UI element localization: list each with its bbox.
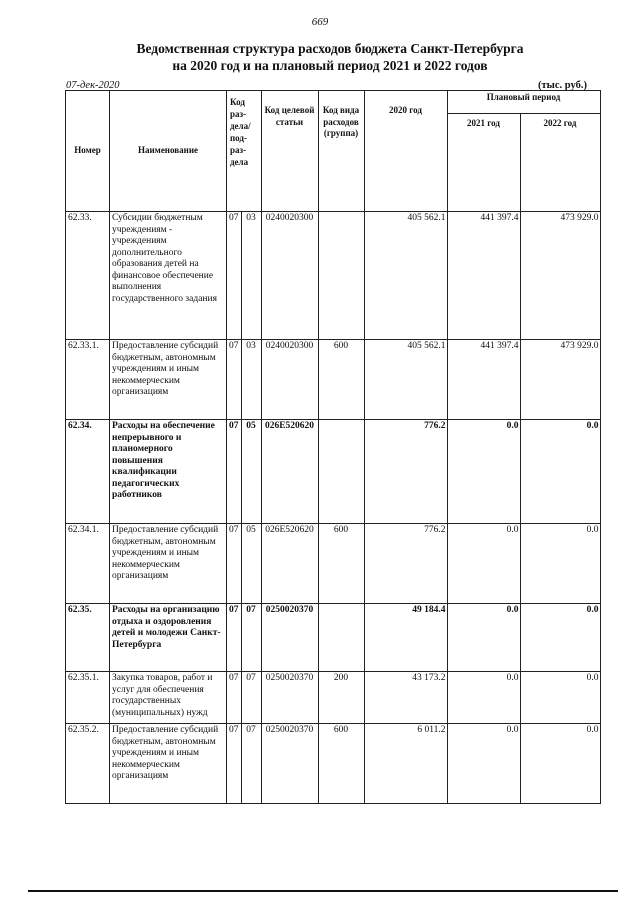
row-razdel: 07 xyxy=(227,420,242,524)
row-2021: 0.0 xyxy=(447,672,520,724)
row-razdel: 07 xyxy=(227,524,242,604)
row-razdel: 07 xyxy=(227,212,242,340)
row-kvr xyxy=(318,420,364,524)
row-kvr: 200 xyxy=(318,672,364,724)
header-2021: 2021 год xyxy=(447,113,520,211)
row-num: 62.33. xyxy=(66,212,110,340)
row-2022: 473 929.0 xyxy=(520,212,600,340)
row-num: 62.33.1. xyxy=(66,340,110,420)
row-2020: 405 562.1 xyxy=(364,340,447,420)
row-kvr: 600 xyxy=(318,724,364,804)
row-2020: 49 184.4 xyxy=(364,604,447,672)
row-razdel: 07 xyxy=(227,604,242,672)
row-podrazdel: 03 xyxy=(241,340,261,420)
row-name: Субсидии бюджетным учреждениям - учреждениям дополнительного образования детей на финансовое обеспечение выполнения государственного задания xyxy=(110,212,227,340)
table-row xyxy=(66,524,601,604)
units-label: (тыс. руб.) xyxy=(538,80,587,91)
title-line-2: на 2020 год и на плановый период 2021 и 2022 годов xyxy=(172,58,488,73)
row-name: Предоставление субсидий бюджетным, автономным учреждениям и иным некоммерческим организациям xyxy=(110,524,227,604)
row-2022: 473 929.0 xyxy=(520,340,600,420)
header-num: Номер xyxy=(66,91,110,212)
row-2020: 776.2 xyxy=(364,524,447,604)
header-kvr: Код вида расходов (группа) xyxy=(318,91,364,212)
row-kvr: 600 xyxy=(318,524,364,604)
row-ks: 0250020370 xyxy=(261,672,318,724)
table-header xyxy=(66,91,601,212)
table-row xyxy=(66,672,601,724)
row-num: 62.35. xyxy=(66,604,110,672)
row-2022: 0.0 xyxy=(520,420,600,524)
title-line-1: Ведомственная структура расходов бюджета Санкт-Петербурга xyxy=(136,41,524,56)
header-2020: 2020 год xyxy=(364,91,447,212)
row-kvr xyxy=(318,212,364,340)
row-razdel: 07 xyxy=(227,340,242,420)
row-2021: 0.0 xyxy=(447,724,520,804)
header-ks: Код целевой статьи xyxy=(261,91,318,212)
table-row xyxy=(66,212,601,340)
row-name: Расходы на обеспечение непрерывного и планомерного повышения квалификации педагогических работников xyxy=(110,420,227,524)
page-bottom-rule xyxy=(28,890,618,892)
table-row xyxy=(66,604,601,672)
header-razdel: Код раз- дела/ под- раз- дела xyxy=(227,91,262,212)
document-title xyxy=(0,40,640,74)
row-podrazdel: 05 xyxy=(241,524,261,604)
row-2022: 0.0 xyxy=(520,604,600,672)
row-name: Закупка товаров, работ и услуг для обеспечения государственных (муниципальных) нужд xyxy=(110,672,227,724)
table-body xyxy=(66,212,601,804)
row-podrazdel: 07 xyxy=(241,604,261,672)
document-date: 07-дек-2020 xyxy=(66,80,120,91)
page-number: 669 xyxy=(311,16,329,28)
row-num: 62.35.1. xyxy=(66,672,110,724)
row-2020: 6 011.2 xyxy=(364,724,447,804)
row-ks: 0240020300 xyxy=(261,340,318,420)
row-num: 62.34.1. xyxy=(66,524,110,604)
row-2022: 0.0 xyxy=(520,724,600,804)
row-2020: 43 173.2 xyxy=(364,672,447,724)
table-row xyxy=(66,420,601,524)
row-2021: 441 397.4 xyxy=(447,340,520,420)
row-name: Предоставление субсидий бюджетным, автономным учреждениям и иным некоммерческим организациям xyxy=(110,724,227,804)
row-podrazdel: 07 xyxy=(241,724,261,804)
row-2022: 0.0 xyxy=(520,672,600,724)
row-2021: 0.0 xyxy=(447,420,520,524)
row-podrazdel: 03 xyxy=(241,212,261,340)
row-name: Предоставление субсидий бюджетным, автономным учреждениям и иным некоммерческим организациям xyxy=(110,340,227,420)
row-2021: 0.0 xyxy=(447,604,520,672)
row-2020: 405 562.1 xyxy=(364,212,447,340)
header-plan: Плановый период xyxy=(447,91,600,114)
row-ks: 0240020300 xyxy=(261,212,318,340)
row-2022: 0.0 xyxy=(520,524,600,604)
row-ks: 026E520620 xyxy=(261,524,318,604)
row-kvr xyxy=(318,604,364,672)
row-razdel: 07 xyxy=(227,724,242,804)
row-2021: 0.0 xyxy=(447,524,520,604)
row-num: 62.34. xyxy=(66,420,110,524)
budget-table xyxy=(65,90,601,804)
table-row xyxy=(66,340,601,420)
row-razdel: 07 xyxy=(227,672,242,724)
row-podrazdel: 05 xyxy=(241,420,261,524)
row-ks: 0250020370 xyxy=(261,604,318,672)
row-ks: 026E520620 xyxy=(261,420,318,524)
row-kvr: 600 xyxy=(318,340,364,420)
row-name: Расходы на организацию отдыха и оздоровления детей и молодежи Санкт-Петербурга xyxy=(110,604,227,672)
header-2022: 2022 год xyxy=(520,113,600,211)
table-row xyxy=(66,724,601,804)
row-ks: 0250020370 xyxy=(261,724,318,804)
row-2021: 441 397.4 xyxy=(447,212,520,340)
header-name: Наименование xyxy=(110,91,227,212)
row-podrazdel: 07 xyxy=(241,672,261,724)
row-2020: 776.2 xyxy=(364,420,447,524)
row-num: 62.35.2. xyxy=(66,724,110,804)
